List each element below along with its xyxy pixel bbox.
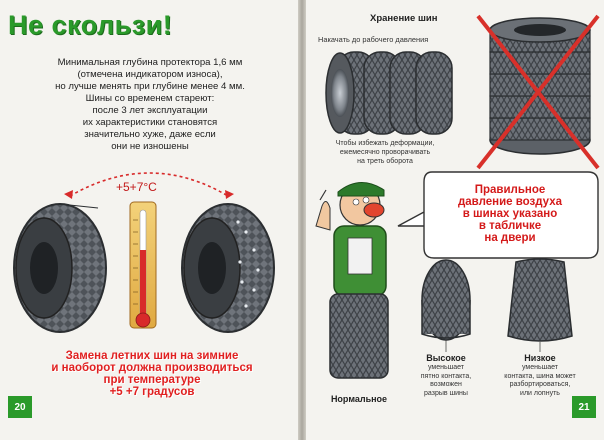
arrow-head-left-icon (64, 190, 73, 199)
thermometer-icon (130, 202, 156, 328)
desc-line: или лопнуть (520, 389, 560, 397)
low-pressure-label: Низкое (524, 353, 556, 363)
arrow-head-right-icon (225, 190, 234, 199)
temperature-label: +5+7°С (116, 180, 157, 194)
normal-pressure-tire (330, 294, 388, 378)
desc-line: возможен (430, 381, 462, 388)
note-line: при температуре (103, 374, 201, 386)
storage-note-line: на треть оборота (357, 158, 413, 165)
note-line: +5 +7 градусов (109, 386, 195, 398)
intro-line: они не изношены (111, 141, 189, 152)
page-number-right: 21 (572, 396, 596, 418)
low-pressure-desc (488, 364, 592, 398)
bubble-line: в шинах указано (462, 208, 558, 220)
bubble-line: на двери (484, 232, 536, 244)
high-pressure-label: Высокое (426, 353, 466, 363)
intro-line: но лучше менять при глубине менее 4 мм. (55, 81, 245, 92)
desc-line: уменьшает (521, 364, 558, 371)
storage-title: Хранение шин (370, 13, 438, 24)
tire-change-note (12, 350, 292, 398)
intro-line: их характеристики становятся (82, 117, 218, 128)
storage-subtitle: Накачать до рабочего давления (318, 35, 429, 44)
storage-note (308, 139, 462, 166)
bubble-line: Правильное (474, 184, 546, 196)
high-pressure-desc (408, 364, 484, 398)
intro-text (12, 57, 288, 153)
high-pressure-tire (422, 260, 470, 340)
bubble-text (430, 184, 590, 244)
desc-line: уменьшает (427, 364, 464, 371)
page-number-left: 20 (8, 396, 32, 418)
page-title: Не скользи! (8, 10, 173, 40)
correct-storage-illustration (326, 52, 452, 134)
note-line: и наоборот должна производиться (51, 362, 253, 374)
winter-tire-illustration (182, 204, 274, 332)
desc-line: разбортироваться, (509, 381, 571, 388)
desc-line: пятно контакта, (420, 372, 472, 380)
low-pressure-tire (508, 259, 572, 341)
desc-line: разрыв шины (424, 389, 468, 397)
bubble-line: давление воздуха (457, 196, 563, 208)
intro-line: значительно хуже, даже если (84, 129, 216, 140)
storage-note-line: Чтобы избежать деформации, (335, 140, 435, 147)
bubble-line: в табличке (478, 220, 542, 232)
storage-note-line: ежемесячно проворачивать (339, 149, 431, 156)
note-line: Замена летних шин на зимние (65, 350, 239, 362)
normal-pressure-label: Нормальное (330, 394, 388, 404)
intro-line: Минимальная глубина протектора 1,6 мм (57, 57, 243, 68)
intro-line: после 3 лет эксплуатации (92, 105, 208, 116)
intro-line: (отмечена индикатором износа), (77, 69, 223, 80)
intro-line: Шины со временем стареют: (85, 93, 215, 104)
summer-tire-illustration (14, 204, 106, 332)
desc-line: контакта, шина может (504, 372, 576, 380)
